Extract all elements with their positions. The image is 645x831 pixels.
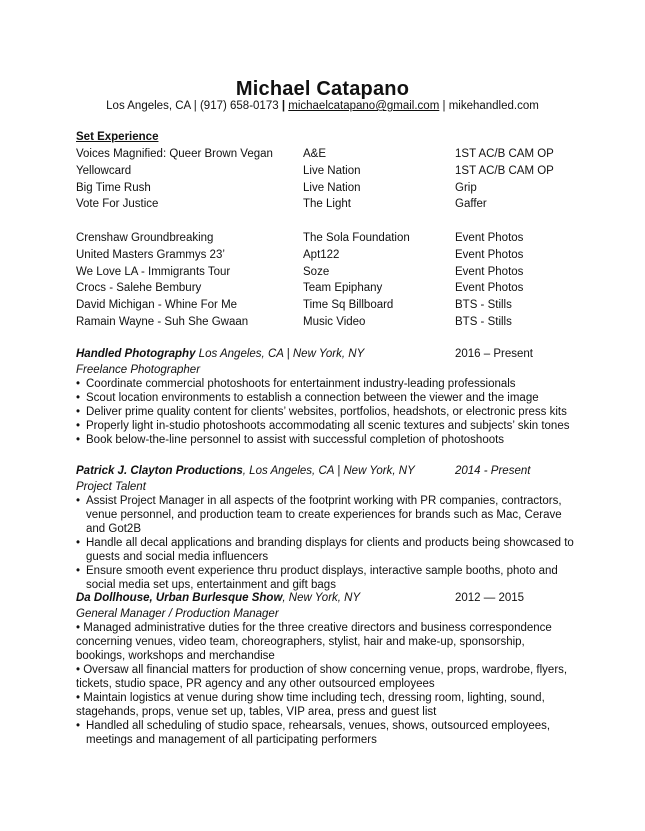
set-project: Crenshaw Groundbreaking [76, 231, 214, 244]
bullet-item [76, 405, 576, 419]
bullet-item [76, 391, 576, 405]
contact-line [0, 100, 645, 112]
contact-website: mikehandled.com [448, 100, 539, 112]
bullet-glyph: • [76, 691, 81, 704]
bullet-glyph: • [76, 433, 81, 446]
job-role: Project Talent [76, 480, 146, 493]
set-client: The Sola Foundation [303, 231, 410, 244]
bullet-glyph: • [76, 536, 81, 549]
job-da-dollhouse [76, 592, 576, 747]
bullet-item [76, 621, 576, 663]
contact-separator: | [281, 100, 286, 112]
bullet-item [76, 536, 576, 564]
set-client: Time Sq Billboard [303, 299, 394, 312]
job-dates: 2016 – Present [455, 348, 534, 360]
bullet-glyph: • [76, 494, 81, 507]
set-row [76, 249, 596, 266]
bullet-item [76, 719, 576, 747]
set-client: A&E [303, 148, 327, 160]
set-experience-list [76, 148, 596, 333]
contact-city: Los Angeles, CA [106, 100, 191, 112]
resume-name: Michael Catapano [235, 78, 410, 100]
set-row [76, 316, 596, 333]
bullet-item [76, 663, 576, 691]
set-row [76, 266, 596, 283]
set-client: Music Video [303, 315, 366, 328]
job-header [76, 348, 576, 363]
set-project: Vote For Justice [76, 198, 159, 211]
bullet-glyph: • [76, 377, 81, 390]
bullet-glyph: • [76, 621, 81, 634]
job-dates: 2012 — 2015 [455, 592, 525, 604]
bullet-text: Deliver prime quality content for clients’ websites, portfolios, headshots, or electronic press kits [86, 405, 567, 418]
set-role: Event Photos [455, 282, 524, 295]
job-role: Freelance Photographer [76, 363, 201, 376]
job-bullets [76, 377, 576, 447]
set-role: BTS - Stills [455, 315, 512, 328]
bullet-text: Book below-the-line personnel to assist with successful completion of photoshoots [86, 433, 505, 446]
bullet-glyph: • [76, 719, 81, 732]
bullet-glyph: • [76, 391, 81, 404]
bullet-text: Properly light in-studio photoshoots accommodating all scenic textures and subjects’ skin tones [86, 419, 570, 432]
bullet-item [76, 564, 576, 592]
bullet-item [76, 494, 576, 536]
job-handled-photography [76, 348, 576, 447]
bullet-glyph: • [76, 405, 81, 418]
job-bullets [76, 621, 576, 747]
bullet-text: Scout location environments to establish a connection between the viewer and the image [86, 391, 539, 404]
set-project: Voices Magnified: Queer Brown Vegan [76, 148, 273, 160]
bullet-item [76, 419, 576, 433]
contact-separator: | [193, 100, 197, 112]
bullet-text: Maintain logistics at venue during show time including tech, dressing room, lighting, sound, stagehands, props, venue set up, tables, VIP area, press and guest list [76, 691, 545, 718]
set-role: 1ST AC/B CAM OP [455, 148, 554, 160]
bullet-text: Assist Project Manager in all aspects of the footprint working with PR companies, contractors, venue personnel, and production team to create experiences for brands such as Mac, Cerave and Got2B [86, 494, 562, 535]
set-role: Grip [455, 181, 477, 194]
set-row [76, 198, 596, 215]
set-role: 1ST AC/B CAM OP [455, 164, 554, 177]
bullet-text: Ensure smooth event experience thru product displays, interactive sample booths, photo and social media set ups, entertainment and gift bags [86, 564, 558, 591]
job-company: Patrick J. Clayton Productions [76, 465, 243, 477]
job-company: Da Dollhouse, Urban Burlesque Show [76, 592, 283, 604]
set-role: Event Photos [455, 231, 524, 244]
bullet-item [76, 433, 576, 447]
set-row [76, 232, 596, 249]
job-bullets [76, 494, 576, 592]
set-role: Event Photos [455, 265, 524, 278]
job-location: , New York, NY [282, 592, 361, 604]
bullet-text: Managed administrative duties for the three creative directors and business correspondence concerning venues, video team, choreographers, stylist, hair and make-up, sponsorship, bookings, workshops and merchandise [76, 621, 552, 662]
bullet-text: Handled all scheduling of studio space, rehearsals, venues, shows, outsourced employees, meetings and management of all participating performers [86, 719, 551, 746]
set-project: Crocs - Salehe Bembury [76, 282, 202, 295]
set-role: Gaffer [455, 198, 487, 211]
bullet-text: Coordinate commercial photoshoots for entertainment industry-leading professionals [86, 377, 516, 390]
set-client: Team Epiphany [303, 282, 383, 295]
set-project: We Love LA - Immigrants Tour [76, 265, 231, 278]
bullet-glyph: • [76, 663, 81, 676]
set-client: The Light [303, 198, 351, 211]
set-row [76, 282, 596, 299]
job-role: General Manager / Production Manager [76, 607, 279, 620]
set-role: Event Photos [455, 248, 524, 261]
job-patrick-clayton [76, 465, 576, 592]
job-location: , Los Angeles, CA | New York, NY [242, 465, 415, 477]
set-row [76, 148, 596, 165]
set-row [76, 165, 596, 182]
set-project: United Masters Grammys 23’ [76, 248, 225, 261]
set-client: Live Nation [303, 181, 361, 194]
set-client: Apt122 [303, 248, 340, 261]
job-company: Handled Photography [76, 348, 196, 360]
set-project: David Michigan - Whine For Me [76, 299, 238, 312]
bullet-text: Handle all decal applications and branding displays for clients and products being showcased to guests and social media influencers [86, 536, 574, 563]
job-location: Los Angeles, CA | New York, NY [195, 348, 365, 360]
contact-phone: (917) 658-0173 [199, 100, 279, 112]
set-role: BTS - Stills [455, 299, 512, 312]
bullet-text: Oversaw all financial matters for production of show concerning venue, props, wardrobe, flyers, tickets, studio space, PR agency and any other outsourced employees [76, 663, 568, 690]
job-header [76, 592, 576, 607]
set-client: Soze [303, 265, 330, 278]
set-row [76, 182, 596, 199]
group-spacer [76, 215, 596, 232]
set-experience-heading: Set Experience [76, 131, 159, 143]
contact-separator: | [442, 100, 446, 112]
job-dates: 2014 - Present [455, 465, 531, 477]
set-client: Live Nation [303, 164, 361, 177]
bullet-item [76, 691, 576, 719]
contact-email-link[interactable]: michaelcatapano@gmail.com [288, 100, 440, 112]
set-row [76, 299, 596, 316]
set-project: Ramain Wayne - Suh She Gwaan [76, 315, 249, 328]
set-project: Big Time Rush [76, 181, 151, 194]
bullet-glyph: • [76, 564, 81, 577]
job-header [76, 465, 576, 480]
bullet-glyph: • [76, 419, 81, 432]
bullet-item [76, 377, 576, 391]
set-project: Yellowcard [76, 164, 132, 177]
